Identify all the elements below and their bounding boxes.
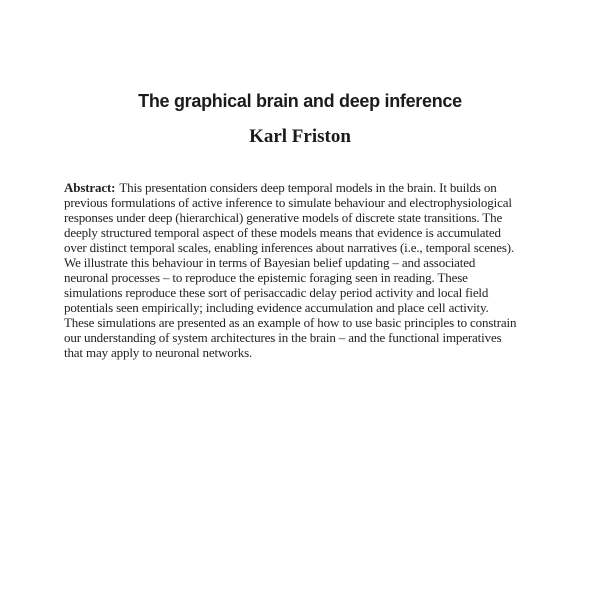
abstract-line: previous formulations of active inference to simulate behaviour and electrophysiological [64,195,512,210]
abstract-first-line-text: This presentation considers deep temporal models in the brain. It builds on [119,180,497,195]
abstract-line: simulations reproduce these sort of perisaccadic delay period activity and local field [64,285,489,300]
abstract-line: potentials seen empirically; including evidence accumulation and place cell activity. [64,300,489,315]
abstract-line: neuronal processes – to reproduce the epistemic foraging seen in reading. These [64,270,468,285]
author-name: Karl Friston [249,126,351,147]
abstract-line: We illustrate this behaviour in terms of Bayesian belief updating – and associated [64,255,476,270]
abstract-line: responses under deep (hierarchical) generative models of discrete state transitions. The [64,210,503,225]
abstract-body-lines [64,195,584,360]
abstract-line: our understanding of system architectures in the brain – and the functional imperatives [64,330,502,345]
abstract-line: These simulations are presented as an example of how to use basic principles to constrain [64,315,517,330]
abstract-first-line [64,180,584,195]
abstract-label: Abstract: [64,180,116,195]
abstract-line: deeply structured temporal aspect of these models means that evidence is accumulated [64,225,501,240]
presentation-title: The graphical brain and deep inference [138,91,462,111]
abstract-line: over distinct temporal scales, enabling inferences about narratives (i.e., temporal scenes). [64,240,515,255]
abstract-paragraph [64,180,584,360]
abstract-line: that may apply to neuronal networks. [64,345,253,360]
